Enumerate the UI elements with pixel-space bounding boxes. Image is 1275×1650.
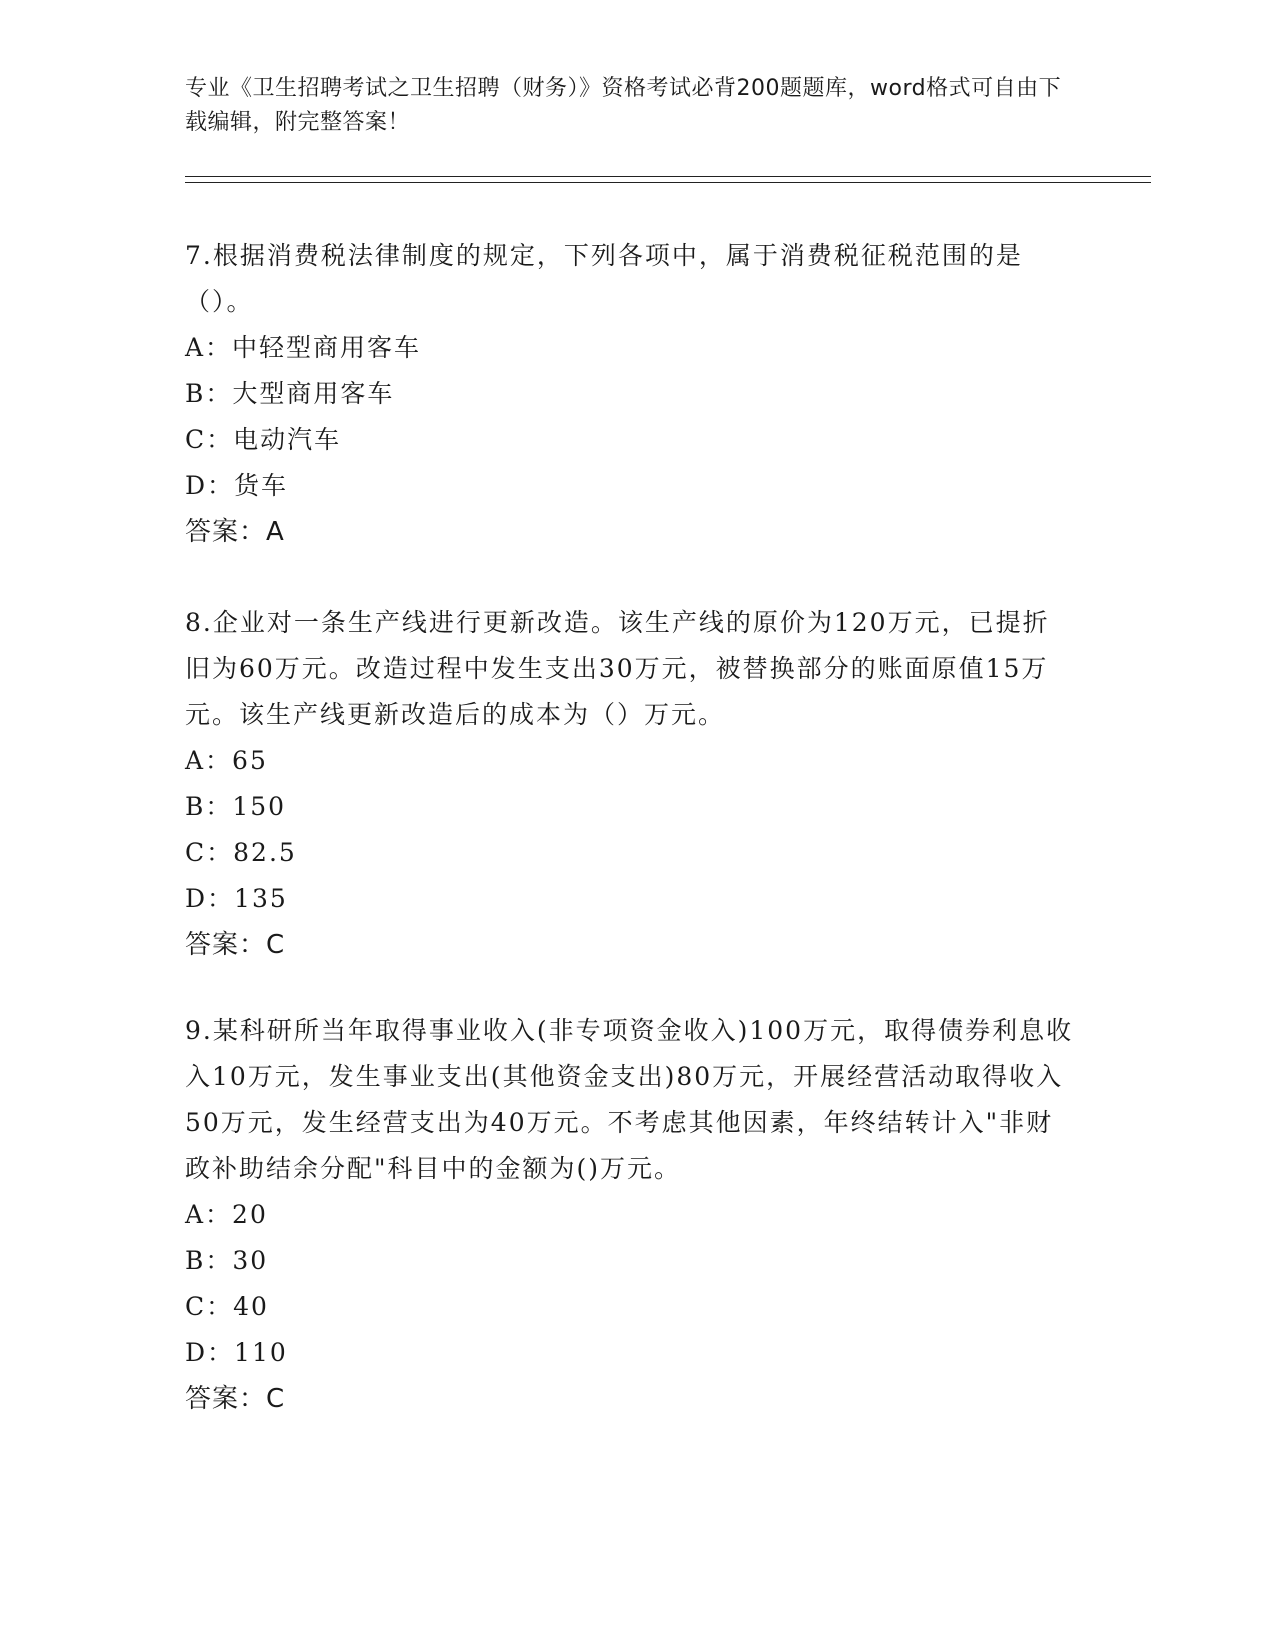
option-a: A：65 <box>185 746 268 775</box>
option-a: A：中轻型商用客车 <box>185 333 422 362</box>
question-8 <box>185 600 1075 968</box>
answer: 答案：C <box>185 1384 286 1414</box>
answer: 答案：A <box>185 517 285 547</box>
question-9 <box>185 1008 1075 1422</box>
option-b: B：大型商用客车 <box>185 379 395 408</box>
question-stem: 7.根据消费税法律制度的规定，下列各项中，属于消费税征税范围的是（）。 <box>185 241 1023 316</box>
answer: 答案：C <box>185 930 286 960</box>
header-divider-top <box>185 176 1151 177</box>
option-d: D：135 <box>185 884 288 913</box>
header-divider-bottom <box>185 182 1151 183</box>
question-stem: 9.某科研所当年取得事业收入(非专项资金收入)100万元，取得债券利息收入10万元，发生事业支出(其他资金支出)80万元，开展经营活动取得收入50万元，发生经营支出为40万元。不考虑其他因素，年终结转计入"非财政补助结余分配"科目中的金额为()万元。 <box>185 1016 1074 1183</box>
option-d: D：110 <box>185 1338 288 1367</box>
option-d: D：货车 <box>185 471 289 500</box>
document-header <box>185 72 1065 140</box>
option-c: C：40 <box>185 1292 269 1321</box>
question-stem: 8.企业对一条生产线进行更新改造。该生产线的原价为120万元，已提折旧为60万元。改造过程中发生支出30万元，被替换部分的账面原值15万元。该生产线更新改造后的成本为（）万元。 <box>185 608 1050 729</box>
option-c: C：82.5 <box>185 838 297 867</box>
header-title: 专业《卫生招聘考试之卫生招聘（财务）》资格考试必背200题题库，word格式可自由下载编辑，附完整答案！ <box>185 76 1062 135</box>
question-7 <box>185 233 1075 555</box>
option-b: B：150 <box>185 792 287 821</box>
option-c: C：电动汽车 <box>185 425 342 454</box>
option-a: A：20 <box>185 1200 268 1229</box>
option-b: B：30 <box>185 1246 269 1275</box>
